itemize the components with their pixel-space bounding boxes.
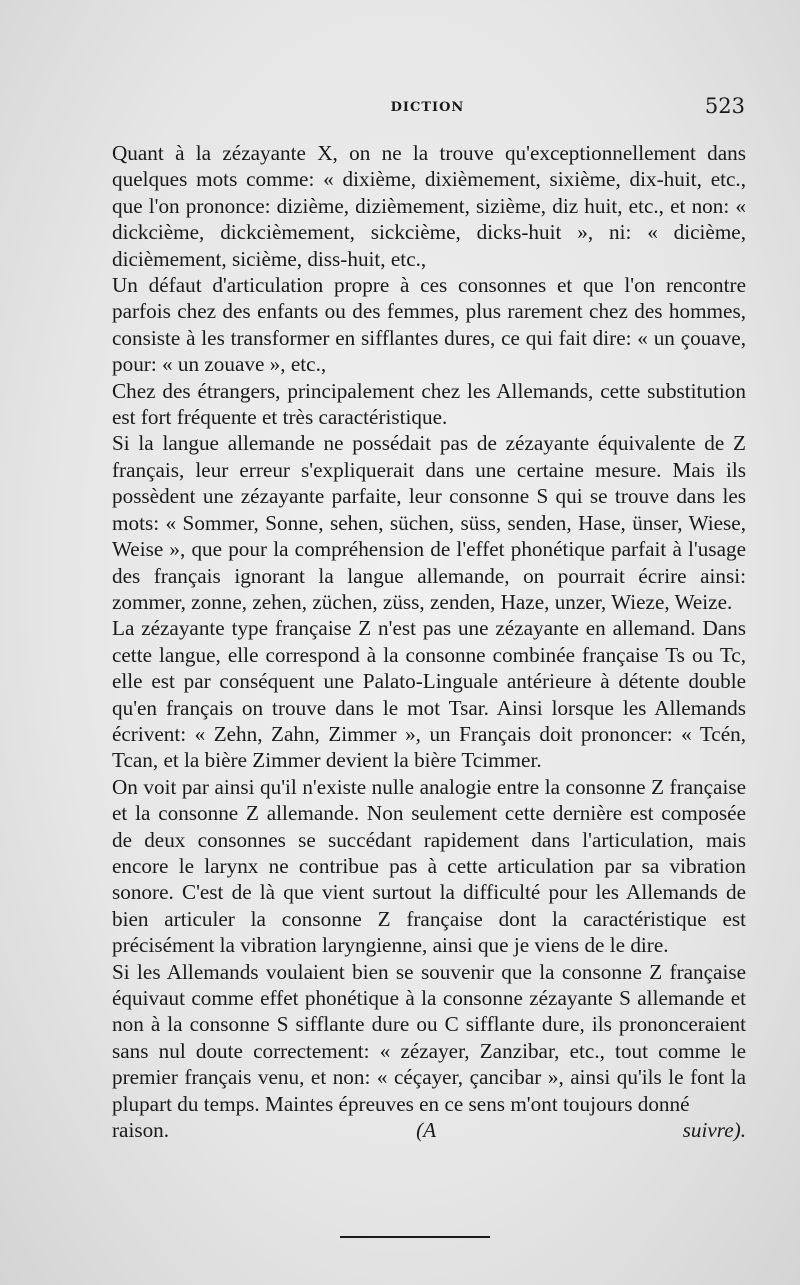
closing-word: raison. <box>112 1118 170 1143</box>
body-text <box>112 140 746 1143</box>
paragraph-6: On voit par ainsi qu'il n'existe nulle analogie entre la consonne Z française et la consonne Z allemande. Non seulement cette dernière est composée de deux consonnes se succédant rapidement dans l'articulation, mais encore le larynx ne contribue pas à cette articulation par sa vibration sonore. C'est de là que vient surtout la difficulté pour les Allemands de bien articuler la consonne Z française dont la caractéristique est précisément la vibration laryngienne, ainsi que je viens de le dire. <box>112 774 746 958</box>
closing-line <box>112 1117 746 1143</box>
paragraph-2: Un défaut d'articulation propre à ces consonnes et que l'on rencontre parfois chez des enfants ou des femmes, plus rarement chez des hommes, consiste à les transformer en sifflantes dures, ce qui fait dire: « un çouave, pour: « un zouave », etc., <box>112 273 746 377</box>
page-number: 523 <box>704 94 745 118</box>
running-title: DICTION <box>390 100 465 115</box>
a-suivre-note: (A suivre). <box>416 1118 746 1143</box>
footer-rule <box>340 1236 490 1238</box>
paragraph-5: La zézayante type française Z n'est pas une zézayante en allemand. Dans cette langue, elle correspond à la consonne combinée française Ts ou Tc, elle est par conséquent une Palato-Linguale antérieure à détente double qu'en français on trouve dans le mot Tsar. Ainsi lorsque les Allemands écrivent: « Zehn, Zahn, Zimmer », un Français doit prononcer: « Tcén, Tcan, et la bière Zimmer devient la bière Tcimmer. <box>112 616 746 773</box>
paragraph-1: Quant à la zézayante X, on ne la trouve qu'exceptionnellement dans quelques mots comme: « dixième, dixièmement, sixième, dix-huit, etc., que l'on prononce: dizième, dizièmement, sizième, diz huit, etc., et non: « dickcième, dickcièmement, sickcième, dicks-huit », ni: « dicième, dicièmement, sicième, diss-huit, etc., <box>112 141 746 271</box>
page-header <box>110 94 745 122</box>
paragraph-4: Si la langue allemande ne possédait pas de zézayante équivalente de Z français, leur erreur s'expliquerait dans une certaine mesure. Mais ils possèdent une zézayante parfaite, leur consonne S qui se trouve dans les mots: « Sommer, Sonne, sehen, süchen, süss, senden, Hase, ünser, Wiese, Weise », que pour la compréhension de l'effet phonétique parfait à l'usage des français ignorant la langue allemande, on pourrait écrire ainsi: zommer, zonne, zehen, züchen, züss, zenden, Haze, unzer, Wieze, Weize. <box>112 431 746 614</box>
paragraph-7: Si les Allemands voulaient bien se souvenir que la consonne Z française équivaut comme effet phonétique à la consonne zézayante S allemande et non à la consonne S sifflante dure ou C sifflante dure, ils prononceraient sans nul doute correctement: « zézayer, Zanzibar, etc., tout comme le premier français venu, et non: « céçayer, çancibar », ainsi qu'ils le font la plupart du temps. Maintes épreuves en ce sens m'ont toujours donné <box>112 959 746 1116</box>
paragraph-3: Chez des étrangers, principalement chez les Allemands, cette substitution est fort fréquente et très caractéristique. <box>112 378 746 430</box>
